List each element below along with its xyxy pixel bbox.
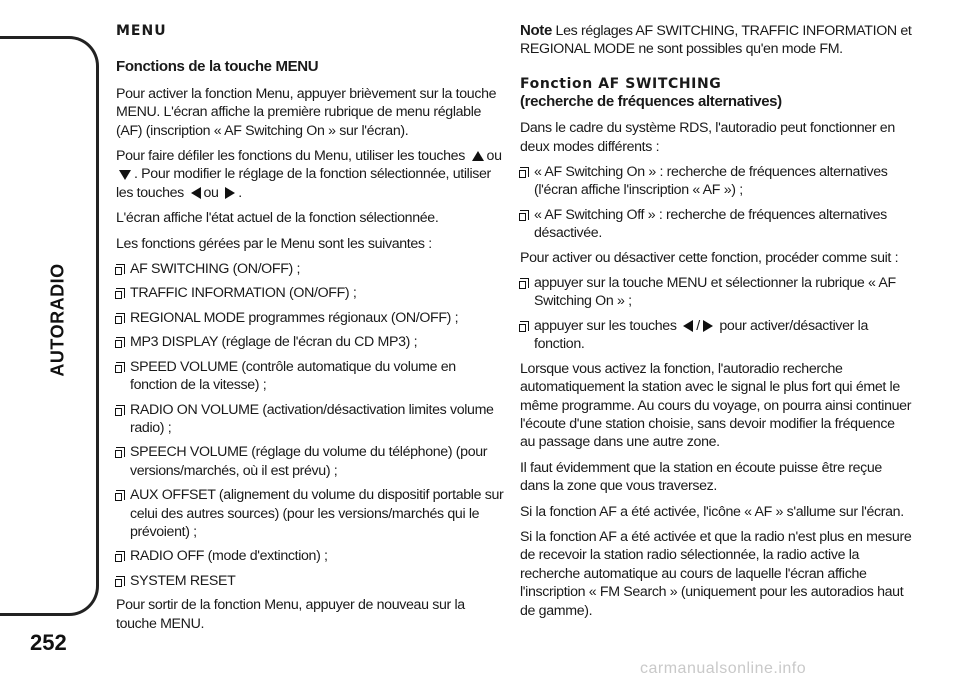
right-column	[520, 22, 912, 627]
section-label: AUTORADIO	[47, 263, 68, 377]
page-number: 252	[30, 630, 67, 655]
list-item-text: SPEECH VOLUME (réglage du volume du téléphone) (pour versions/marchés, où il est prévu) ;	[130, 444, 488, 479]
paragraph: Lorsque vous activez la fonction, l'autoradio recherche automatiquement la station avec le signal le plus fort qui émet le même programme. Au cours du voyage, on pourra ainsi continuer l'écoute d'une station choisie, sans devoir modifier la fréquence au passage dans une autre zone.	[520, 360, 912, 451]
list-item-text: SPEED VOLUME (contrôle automatique du volume en fonction de la vitesse) ;	[130, 358, 456, 394]
paragraph: Si la fonction AF a été activée, l'icône « AF » s'allume sur l'écran.	[520, 503, 904, 520]
section-heading: Fonction AF SWITCHING	[520, 75, 722, 92]
list-item	[116, 260, 504, 278]
list-item-text: « AF Switching On » : recherche de fréquences alternatives (l'écran affiche l'inscription « AF ») ;	[534, 164, 888, 199]
list-item	[116, 309, 504, 327]
paragraph	[116, 147, 504, 202]
bullet-box-icon	[116, 264, 125, 274]
bullet-box-icon	[520, 321, 529, 331]
text-span: . Pour modifier le réglage de la fonction sélectionnée, utiliser les touches	[116, 166, 491, 201]
bullet-box-icon	[116, 551, 125, 561]
list-item-text: TRAFFIC INFORMATION (ON/OFF) ;	[130, 285, 357, 302]
text-span: ou	[486, 148, 502, 165]
menu-subheading: Fonctions de la touche MENU	[116, 58, 319, 76]
list-item-text: appuyer sur les touches	[534, 317, 677, 334]
list-item	[116, 284, 504, 302]
text-span: .	[238, 184, 242, 201]
arrow-down-icon	[119, 170, 131, 180]
separator-text: /	[696, 317, 700, 334]
list-item	[520, 274, 912, 311]
paragraph: Pour sortir de la fonction Menu, appuyer de nouveau sur la touche MENU.	[116, 597, 465, 632]
bullet-box-icon	[116, 405, 125, 415]
bullet-box-icon	[116, 288, 125, 298]
bullet-box-icon	[520, 167, 529, 177]
list-item	[116, 333, 504, 351]
paragraph: Pour activer la fonction Menu, appuyer brièvement sur la touche MENU. L'écran affiche la première rubrique de menu réglable (AF) (inscription « AF Switching On » sur l'écran).	[116, 85, 497, 139]
list-item-text: SYSTEM RESET	[130, 572, 236, 589]
list-item-text: MP3 DISPLAY (réglage de l'écran du CD MP3) ;	[130, 334, 418, 351]
text-span: Pour faire défiler les fonctions du Menu, utiliser les touches	[116, 148, 465, 165]
note	[520, 22, 912, 59]
bullet-box-icon	[116, 490, 125, 500]
arrow-right-icon	[225, 187, 235, 199]
left-column	[116, 22, 504, 640]
list-item	[116, 547, 504, 565]
note-label: Note	[520, 22, 552, 39]
list-item	[116, 443, 504, 480]
list-item-text: RADIO ON VOLUME (activation/désactivation limites volume radio) ;	[130, 401, 494, 436]
section-tab	[0, 0, 99, 686]
list-item	[520, 163, 912, 200]
list-item-text: REGIONAL MODE programmes régionaux (ON/OFF) ;	[130, 309, 459, 326]
list-item-text: RADIO OFF (mode d'extinction) ;	[130, 548, 328, 565]
list-item	[116, 401, 504, 438]
note-text: Les réglages AF SWITCHING, TRAFFIC INFORMATION et REGIONAL MODE ne sont possibles qu'en mode FM.	[520, 23, 912, 58]
paragraph: Dans le cadre du système RDS, l'autoradio peut fonctionner en deux modes différents :	[520, 120, 895, 155]
list-item-text: AF SWITCHING (ON/OFF) ;	[130, 261, 301, 278]
paragraph: L'écran affiche l'état actuel de la fonction sélectionnée.	[116, 210, 439, 227]
bullet-box-icon	[520, 278, 529, 288]
paragraph: Il faut évidemment que la station en écoute puisse être reçue dans la zone que vous traversez.	[520, 459, 882, 495]
bullet-box-icon	[116, 362, 125, 372]
arrow-left-icon	[683, 320, 693, 332]
list-item-text: appuyer sur la touche MENU et sélectionner la rubrique « AF Switching On » ;	[534, 275, 896, 310]
arrow-left-icon	[191, 187, 201, 199]
bullet-box-icon	[116, 447, 125, 457]
list-item	[116, 358, 504, 395]
list-item	[116, 572, 504, 590]
menu-heading: MENU	[116, 23, 167, 39]
bullet-box-icon	[116, 576, 125, 586]
list-item	[520, 206, 912, 243]
list-item-text: AUX OFFSET (alignement du volume du dispositif portable sur celui des autres sources) (pour les versions/marchés qui le prévoient) ;	[130, 487, 504, 540]
arrow-right-icon	[703, 320, 713, 332]
watermark: carmanualsonline.info	[640, 660, 807, 677]
section-subheading: (recherche de fréquences alternatives)	[520, 92, 782, 110]
list-item	[116, 486, 504, 541]
bullet-box-icon	[116, 313, 125, 323]
bullet-box-icon	[520, 210, 529, 220]
paragraph: Si la fonction AF a été activée et que la radio n'est plus en mesure de recevoir la station radio sélectionnée, la radio active la recherche automatique au cours de laquelle l'écran affiche l'inscription « FM Search » (uniquement pour les autoradios haut de gamme).	[520, 528, 912, 619]
list-item	[520, 317, 912, 354]
list-item-text: pour activer/désactiver la fonction.	[534, 317, 868, 353]
paragraph: Les fonctions gérées par le Menu sont les suivantes :	[116, 235, 432, 252]
bullet-box-icon	[116, 337, 125, 347]
paragraph: Pour activer ou désactiver cette fonction, procéder comme suit :	[520, 249, 899, 266]
list-item-text: « AF Switching Off » : recherche de fréquences alternatives désactivée.	[534, 206, 887, 242]
text-span: ou	[203, 184, 219, 201]
arrow-up-icon	[472, 151, 484, 161]
